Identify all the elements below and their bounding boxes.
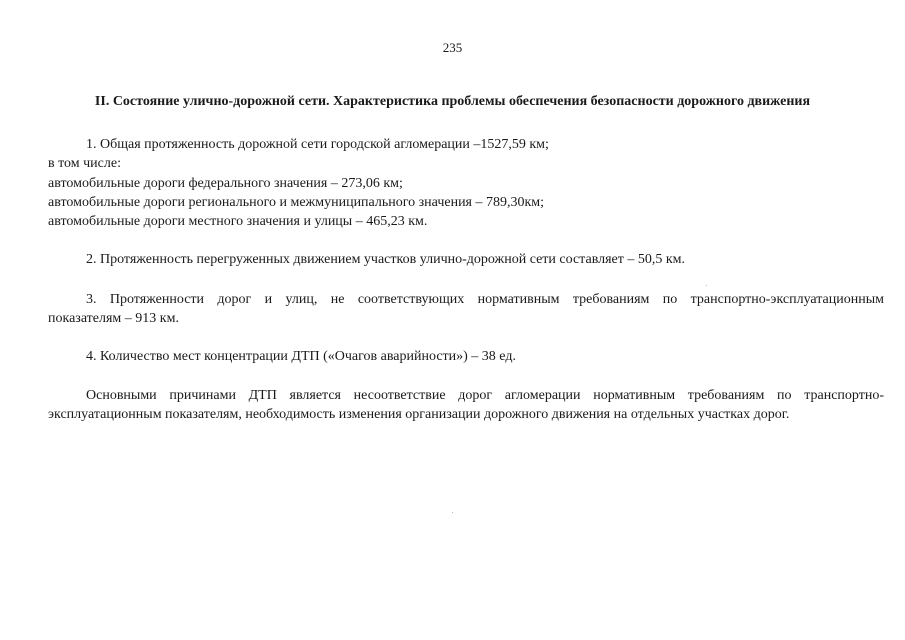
non-compliant-roads-line-1: 3. Протяженности дорог и улиц, не соответствующих нормативным требованиям по транспортно-эксплуатационным [86,292,884,307]
conclusion-line-2: эксплуатационным показателям, необходимость изменения организации дорожного движения на отдельных участках дорог. [48,407,790,423]
scan-speck [706,285,707,286]
accident-spots-line: 4. Количество мест концентрации ДТП («Очагов аварийности») – 38 ед. [86,349,516,364]
non-compliant-roads-paragraph [48,290,884,329]
regional-roads-line: автомобильные дороги регионального и межмуниципального значения – 789,30км; [48,194,545,210]
conclusion-line-1: Основными причинами ДТП является несоответствие дорог агломерации нормативным требованиям по транспортно- [86,388,884,403]
scan-speck [452,512,453,513]
conclusion-paragraph [48,386,884,425]
congested-sections-paragraph [48,250,884,269]
total-length-line: 1. Общая протяженность дорожной сети городской агломерации –1527,59 км; [86,137,549,152]
page-number: 235 [442,40,463,55]
non-compliant-roads-line-2: показателям – 913 км. [48,311,179,327]
section-title: II. Состояние улично-дорожной сети. Характеристика проблемы обеспечения безопасности дорожного движения [94,94,811,109]
including-line: в том числе: [48,156,121,172]
accident-spots-paragraph [48,347,884,366]
congested-sections-line: 2. Протяженность перегруженных движением участков улично-дорожной сети составляет – 50,5 км. [86,252,686,267]
local-roads-line: автомобильные дороги местного значения и улицы – 465,23 км. [48,214,428,230]
federal-roads-line: автомобильные дороги федерального значения – 273,06 км; [48,175,403,191]
road-network-length-paragraph [48,135,884,231]
